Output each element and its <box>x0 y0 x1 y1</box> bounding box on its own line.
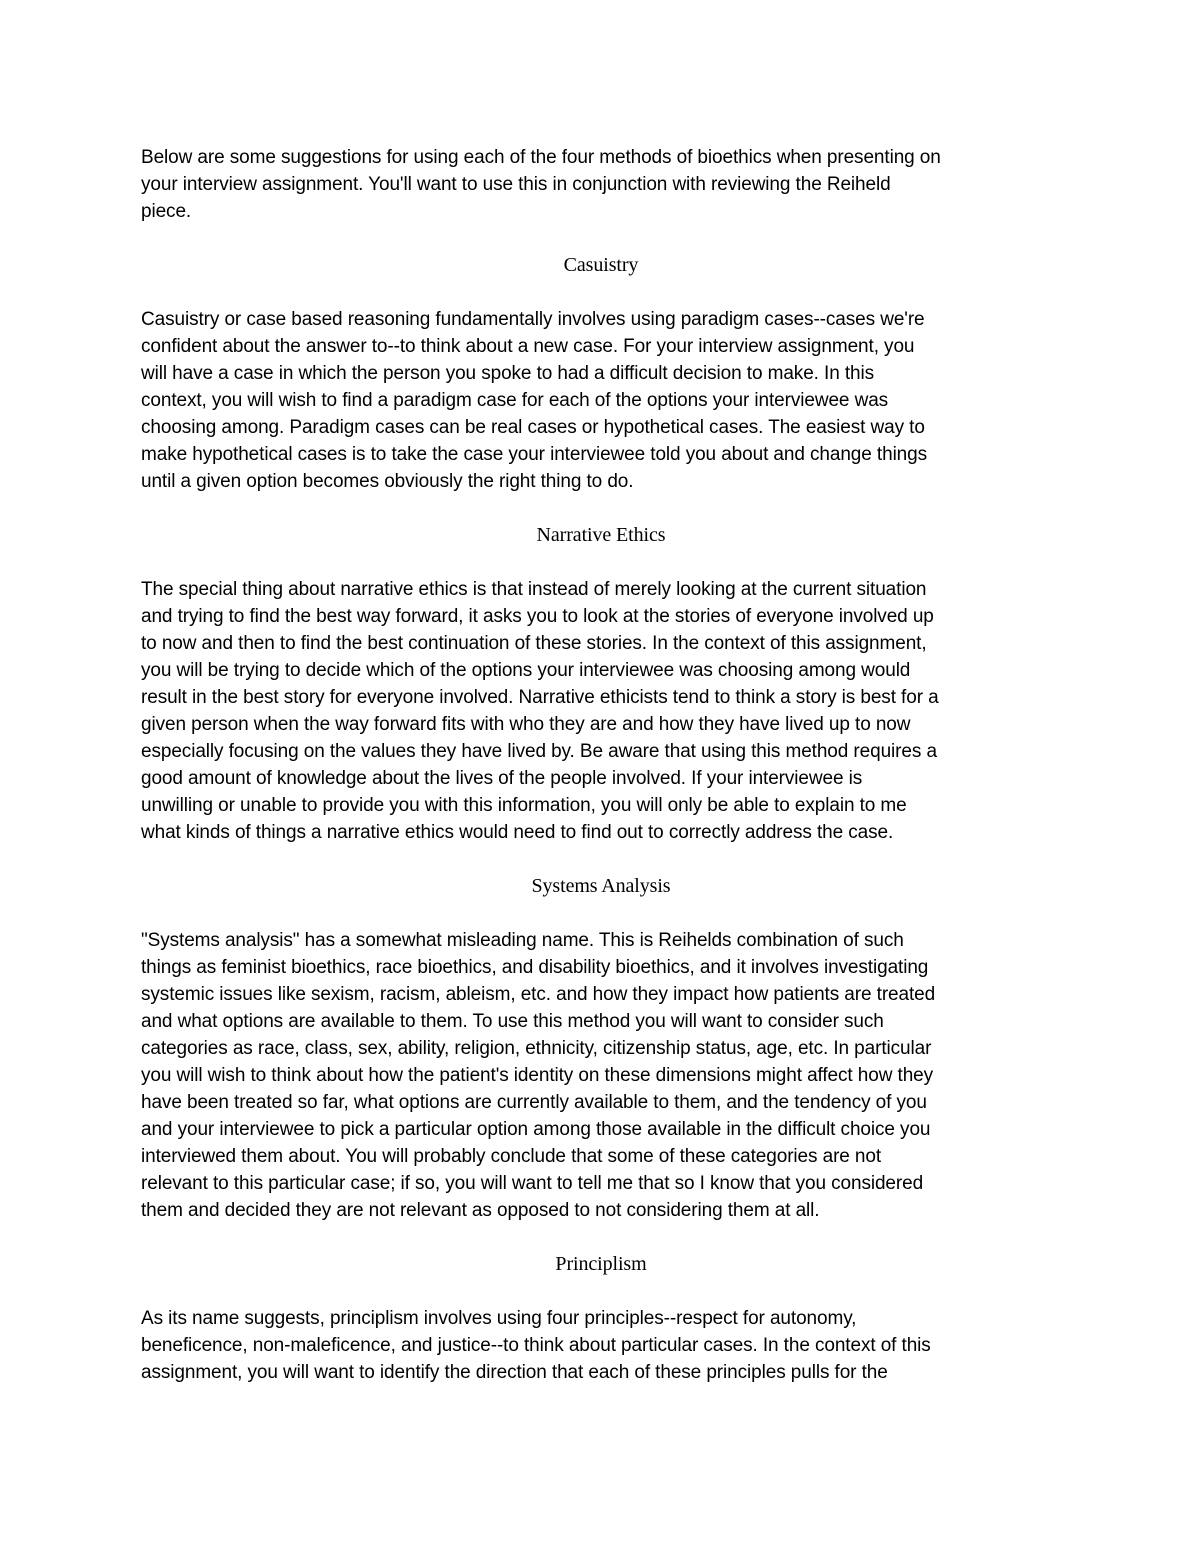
text-line: As its name suggests, principlism involves using four principles--respect for autonomy, <box>141 1308 857 1329</box>
text-line: Below are some suggestions for using each of the four methods of bioethics when presenting on <box>141 147 941 168</box>
text-line: good amount of knowledge about the lives of the people involved. If your interviewee is <box>141 768 863 789</box>
section-paragraph <box>141 927 1061 1224</box>
text-line: and your interviewee to pick a particular option among those available in the difficult choice you <box>141 1119 931 1140</box>
text-line: confident about the answer to--to think about a new case. For your interview assignment, you <box>141 336 915 357</box>
text-line: you will be trying to decide which of the options your interviewee was choosing among would <box>141 660 911 681</box>
text-line: things as feminist bioethics, race bioethics, and disability bioethics, and it involves investigating <box>141 957 929 978</box>
text-line: given person when the way forward fits with who they are and how they have lived up to now <box>141 714 911 735</box>
text-line: will have a case in which the person you spoke to had a difficult decision to make. In this <box>141 363 875 384</box>
section-paragraph <box>141 306 1061 495</box>
sections <box>141 252 1061 1386</box>
text-line: choosing among. Paradigm cases can be real cases or hypothetical cases. The easiest way to <box>141 417 925 438</box>
text-line: especially focusing on the values they have lived by. Be aware that using this method requires a <box>141 741 937 762</box>
section-paragraph <box>141 576 1061 846</box>
intro-paragraph <box>141 144 1061 225</box>
section-paragraph <box>141 1305 1061 1386</box>
text-line: context, you will wish to find a paradigm case for each of the options your interviewee was <box>141 390 889 411</box>
document-page <box>141 144 1061 1413</box>
section-heading: Systems Analysis <box>531 875 671 897</box>
text-line: them and decided they are not relevant as opposed to not considering them at all. <box>141 1200 820 1221</box>
section-heading: Principlism <box>555 1253 647 1275</box>
text-line: Casuistry or case based reasoning fundamentally involves using paradigm cases--cases we're <box>141 309 925 330</box>
text-line: until a given option becomes obviously the right thing to do. <box>141 471 634 492</box>
text-line: assignment, you will want to identify the direction that each of these principles pulls for the <box>141 1362 888 1383</box>
text-line: to now and then to find the best continuation of these stories. In the context of this assignment, <box>141 633 927 654</box>
text-line: piece. <box>141 201 192 222</box>
text-line: unwilling or unable to provide you with this information, you will only be able to explain to me <box>141 795 907 816</box>
text-line: what kinds of things a narrative ethics would need to find out to correctly address the case. <box>141 822 894 843</box>
text-line: The special thing about narrative ethics is that instead of merely looking at the current situation <box>141 579 927 600</box>
text-line: systemic issues like sexism, racism, ableism, etc. and how they impact how patients are treated <box>141 984 936 1005</box>
text-line: your interview assignment. You'll want to use this in conjunction with reviewing the Reiheld <box>141 174 891 195</box>
text-line: make hypothetical cases is to take the case your interviewee told you about and change things <box>141 444 928 465</box>
section-heading: Narrative Ethics <box>536 524 666 546</box>
text-line: beneficence, non-maleficence, and justice--to think about particular cases. In the context of this <box>141 1335 931 1356</box>
text-line: and trying to find the best way forward, it asks you to look at the stories of everyone involved up <box>141 606 934 627</box>
section-heading: Casuistry <box>563 254 639 276</box>
text-line: result in the best story for everyone involved. Narrative ethicists tend to think a story is best for a <box>141 687 939 708</box>
text-line: interviewed them about. You will probably conclude that some of these categories are not <box>141 1146 882 1167</box>
text-line: have been treated so far, what options are currently available to them, and the tendency of you <box>141 1092 927 1113</box>
text-line: and what options are available to them. To use this method you will want to consider such <box>141 1011 884 1032</box>
text-line: "Systems analysis" has a somewhat misleading name. This is Reihelds combination of such <box>141 930 904 951</box>
text-line: categories as race, class, sex, ability, religion, ethnicity, citizenship status, age, etc. In particular <box>141 1038 932 1059</box>
text-line: relevant to this particular case; if so, you will want to tell me that so I know that you considered <box>141 1173 924 1194</box>
text-line: you will wish to think about how the patient's identity on these dimensions might affect how they <box>141 1065 934 1086</box>
